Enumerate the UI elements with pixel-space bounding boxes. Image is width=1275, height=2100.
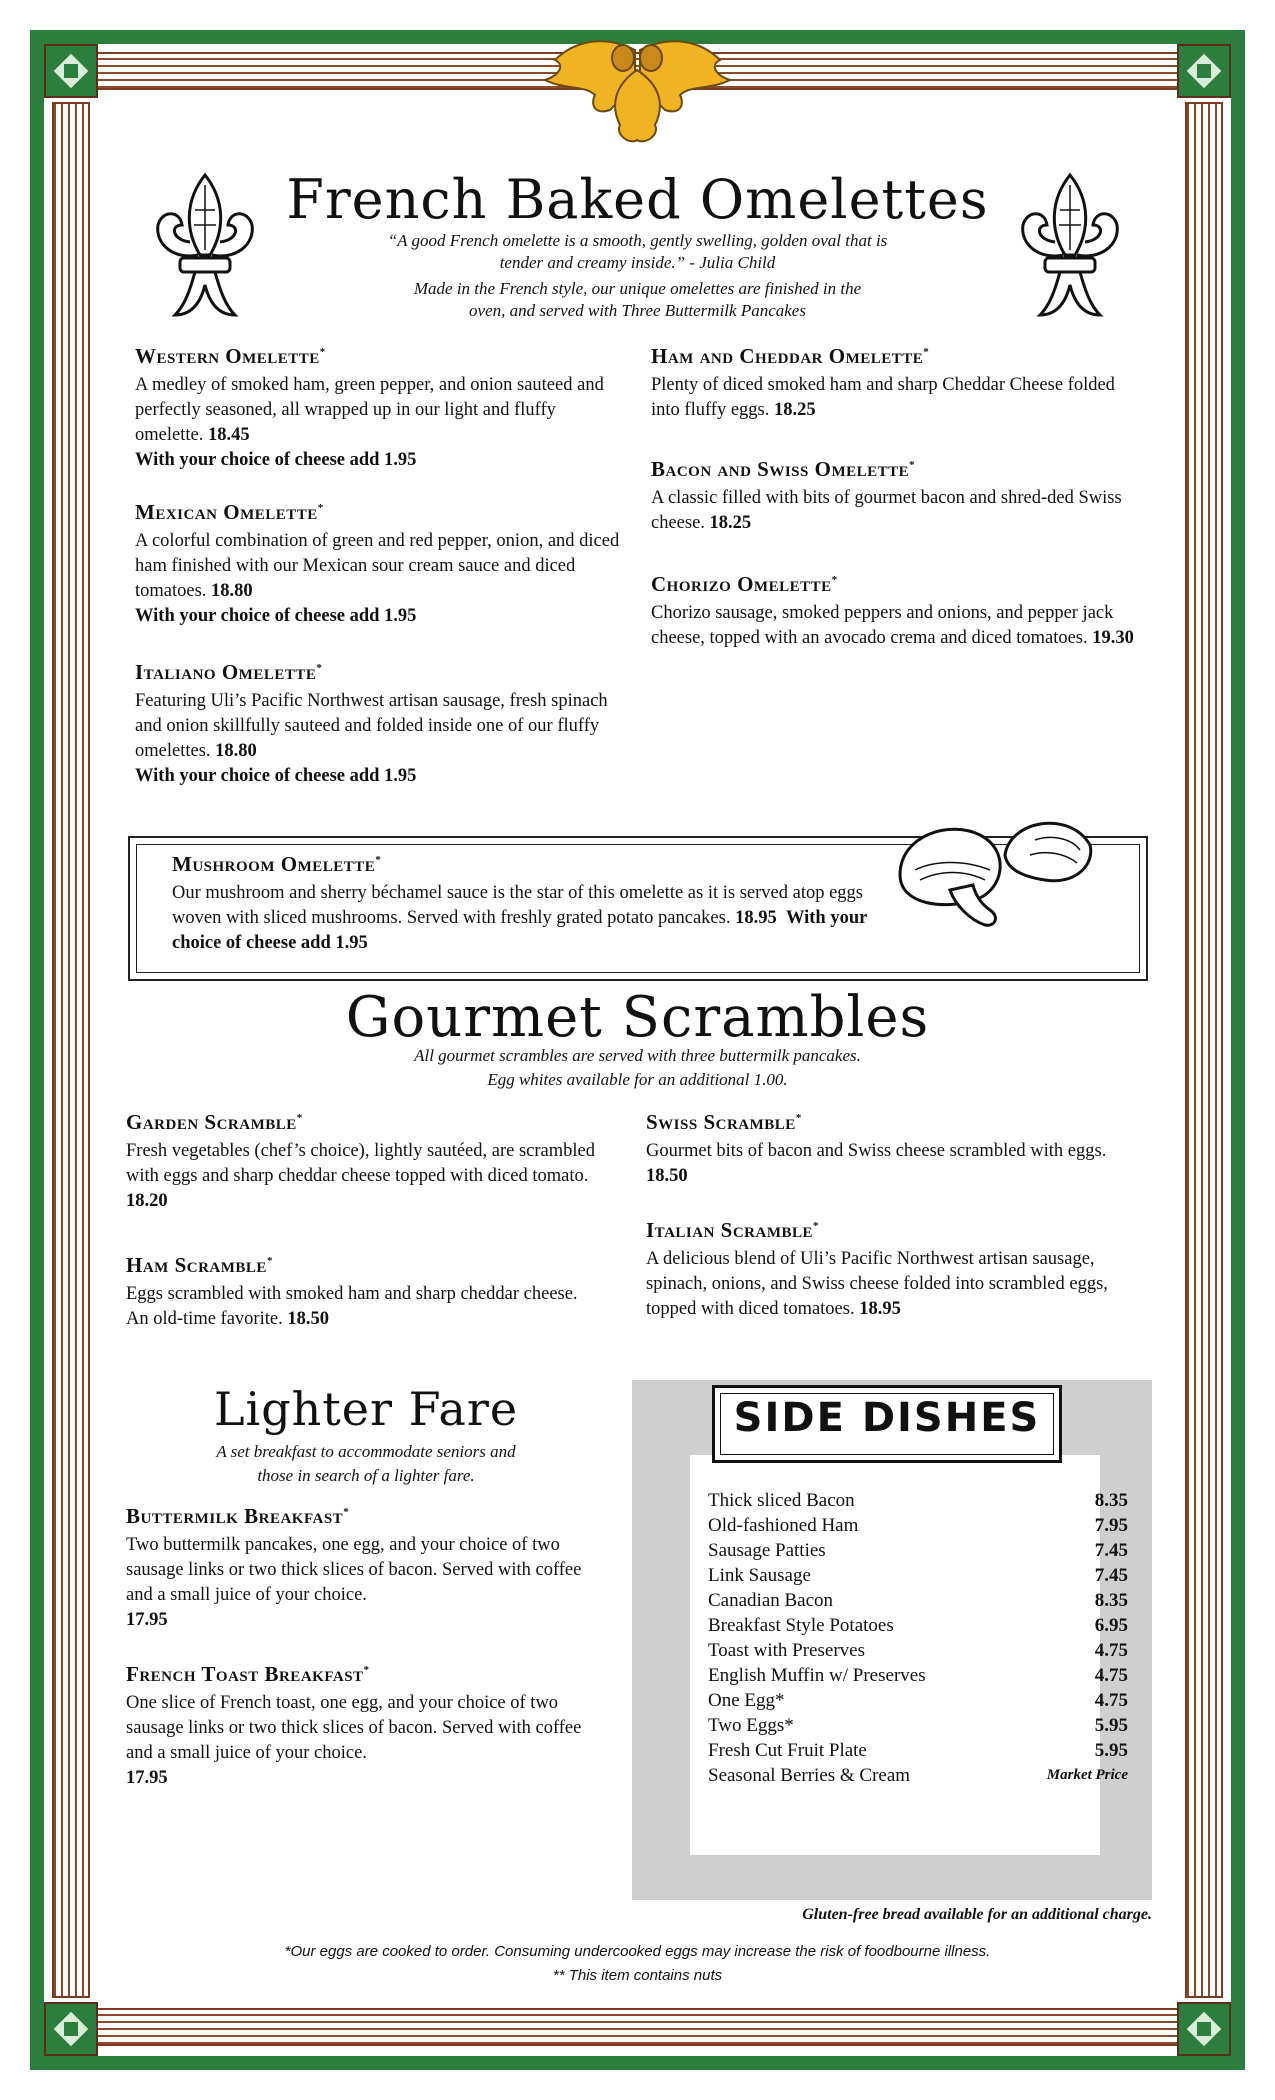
corner-ornament-bottom-left xyxy=(44,2002,98,2056)
side-dish-row xyxy=(708,1563,1128,1588)
scrambles-intro-line2: Egg whites available for an additional 1.00. xyxy=(487,1070,788,1089)
side-dish-name: One Egg* xyxy=(708,1690,785,1711)
item-name: Ham Scramble xyxy=(126,1253,267,1277)
menu-item-italian-scramble xyxy=(646,1218,1146,1322)
asterisk-marker: * xyxy=(923,346,930,358)
item-description: Gourmet bits of bacon and Swiss cheese scrambled with eggs. xyxy=(646,1141,1107,1161)
asterisk-marker: * xyxy=(813,1220,820,1232)
item-price: 18.45 xyxy=(207,425,250,445)
item-description: A delicious blend of Uli’s Pacific Northwest artisan sausage, spinach, onions, and Swiss cheese folded into scrambled eggs, topped with diced tomatoes. xyxy=(646,1249,1108,1319)
side-dish-name: Link Sausage xyxy=(708,1565,811,1586)
item-price: 18.50 xyxy=(646,1166,688,1186)
item-description: Eggs scrambled with smoked ham and sharp cheddar cheese. An old-time favorite. xyxy=(126,1284,578,1329)
omelettes-intro: Made in the French style, our unique omelettes are finished in the oven, and served with Three Buttermilk Pancakes xyxy=(413,279,862,320)
asterisk-marker: * xyxy=(909,459,916,471)
item-description: A classic filled with bits of gourmet bacon and shred-ded Swiss cheese. xyxy=(651,488,1122,533)
side-dish-name: Toast with Preserves xyxy=(708,1640,865,1661)
fleur-de-lis-icon xyxy=(150,170,260,330)
asterisk-marker: * xyxy=(831,574,838,586)
side-dish-row xyxy=(708,1713,1128,1738)
omelettes-quote: “A good French omelette is a smooth, gently swelling, golden oval that is tender and creamy inside.” - Julia Child xyxy=(387,231,888,272)
lighter-intro-line1: A set breakfast to accommodate seniors and xyxy=(216,1442,516,1461)
mushroom-icon xyxy=(895,805,1095,935)
side-dish-name: Sausage Patties xyxy=(708,1540,826,1561)
asterisk-marker: * xyxy=(266,1255,273,1267)
side-dish-row xyxy=(708,1688,1128,1713)
item-name: Italiano Omelette xyxy=(135,660,317,684)
item-description: A colorful combination of green and red pepper, onion, and diced ham finished with our Mexican sour cream sauce and diced tomatoes. xyxy=(135,531,620,601)
corner-ornament-top-right xyxy=(1177,44,1231,98)
item-price: 18.50 xyxy=(287,1309,329,1329)
item-name: Mushroom Omelette xyxy=(172,852,376,876)
menu-item-french-toast-breakfast xyxy=(126,1662,606,1791)
corner-ornament-bottom-right xyxy=(1177,2002,1231,2056)
menu-item-mushroom-omelette xyxy=(172,852,892,956)
menu-item-chorizo-omelette xyxy=(651,572,1146,651)
item-option: With your choice of cheese add 1.95 xyxy=(135,450,417,470)
menu-item-garden-scramble xyxy=(126,1110,616,1214)
asterisk-marker: * xyxy=(363,1664,370,1676)
scrambles-intro-line1: All gourmet scrambles are served with three buttermilk pancakes. xyxy=(414,1046,861,1065)
item-price: 17.95 xyxy=(126,1610,168,1630)
menu-item-western-omelette xyxy=(135,344,625,473)
asterisk-marker: * xyxy=(319,346,326,358)
item-option: With your choice of cheese add 1.95 xyxy=(135,766,417,786)
footer-warning: *Our eggs are cooked to order. Consuming undercooked eggs may increase the risk of foodbourne illness. xyxy=(284,1943,991,1960)
menu-item-ham-cheddar-omelette xyxy=(651,344,1146,423)
side-dish-price: 8.35 xyxy=(1094,1590,1128,1611)
border-strip-bottom xyxy=(84,2008,1191,2046)
footer-nuts-note: ** This item contains nuts xyxy=(552,1967,723,1984)
menu-item-swiss-scramble xyxy=(646,1110,1146,1189)
side-dish-price: 8.35 xyxy=(1094,1490,1128,1511)
item-name: French Toast Breakfast xyxy=(126,1662,364,1686)
side-dish-name: Canadian Bacon xyxy=(708,1590,834,1611)
side-dish-price: 4.75 xyxy=(1094,1640,1128,1661)
side-dish-row xyxy=(708,1738,1128,1763)
item-price: 18.25 xyxy=(709,513,752,533)
item-description: Plenty of diced smoked ham and sharp Cheddar Cheese folded into fluffy eggs. xyxy=(651,375,1115,420)
menu-item-buttermilk-breakfast xyxy=(126,1504,606,1633)
item-price: 18.95 xyxy=(859,1299,901,1319)
asterisk-marker: * xyxy=(795,1112,802,1124)
item-name: Italian Scramble xyxy=(646,1218,814,1242)
item-description: Two buttermilk pancakes, one egg, and your choice of two sausage links or two thick slices of bacon. Served with coffee and a small juice of your choice. xyxy=(126,1535,582,1605)
side-dish-row xyxy=(708,1638,1128,1663)
item-name: Western Omelette xyxy=(135,344,320,368)
side-dish-name: Fresh Cut Fruit Plate xyxy=(708,1740,867,1761)
item-name: Garden Scramble xyxy=(126,1110,297,1134)
item-price: 18.95 xyxy=(735,908,777,928)
side-dish-row xyxy=(708,1513,1128,1538)
item-price: 19.30 xyxy=(1092,628,1134,648)
asterisk-marker: * xyxy=(317,502,324,514)
fleur-de-lis-icon xyxy=(1015,170,1125,330)
item-name: Ham and Cheddar Omelette xyxy=(651,344,924,368)
menu-item-mexican-omelette xyxy=(135,500,625,629)
side-dish-name: English Muffin w/ Preserves xyxy=(708,1665,926,1686)
side-dish-row xyxy=(708,1763,1128,1788)
side-dish-row xyxy=(708,1663,1128,1688)
side-dish-price: 4.75 xyxy=(1094,1690,1128,1711)
menu-item-ham-scramble xyxy=(126,1253,581,1332)
lighter-intro-line2: those in search of a lighter fare. xyxy=(257,1466,475,1485)
side-dish-price: 7.95 xyxy=(1094,1515,1128,1536)
oak-leaves-acorn-icon xyxy=(535,30,740,150)
side-dishes-title: SIDE DISHES xyxy=(733,1395,1041,1441)
item-name: Mexican Omelette xyxy=(135,500,318,524)
border-strip-left xyxy=(52,102,90,1998)
item-price: 18.25 xyxy=(773,400,816,420)
side-dish-price: 5.95 xyxy=(1094,1715,1128,1736)
item-description: Fresh vegetables (chef’s choice), lightly sautéed, are scrambled with eggs and sharp cheddar cheese topped with diced tomato. xyxy=(126,1141,595,1186)
section-title-lighter-fare: Lighter Fare xyxy=(213,1382,519,1436)
item-price: 17.95 xyxy=(126,1768,168,1788)
item-description: Our mushroom and sherry béchamel sauce is the star of this omelette as it is served atop eggs woven with sliced mushrooms. Served with freshly grated potato pancakes. xyxy=(172,883,863,928)
item-option: With your choice of cheese add 1.95 xyxy=(172,908,868,953)
item-price: 18.80 xyxy=(211,581,253,601)
side-dish-name: Two Eggs* xyxy=(708,1715,794,1736)
menu-item-bacon-swiss-omelette xyxy=(651,457,1146,536)
asterisk-marker: * xyxy=(296,1112,303,1124)
item-description: Featuring Uli’s Pacific Northwest artisan sausage, fresh spinach and onion skillfully sauteed and folded inside one of our fluffy omelettes. xyxy=(135,691,608,761)
section-title-omelettes: French Baked Omelettes xyxy=(286,168,989,231)
asterisk-marker: * xyxy=(343,1506,350,1518)
side-dish-price: 4.75 xyxy=(1094,1665,1128,1686)
gluten-free-note: Gluten-free bread available for an additional charge. xyxy=(802,1906,1152,1923)
side-dish-name: Seasonal Berries & Cream xyxy=(708,1765,911,1786)
item-description: Chorizo sausage, smoked peppers and onions, and pepper jack cheese, topped with an avocado crema and diced tomatoes. xyxy=(651,603,1114,648)
side-dish-name: Old-fashioned Ham xyxy=(708,1515,859,1536)
side-dish-price: 7.45 xyxy=(1094,1540,1128,1561)
side-dish-row xyxy=(708,1488,1128,1513)
border-strip-right xyxy=(1185,102,1223,1998)
side-dish-name: Breakfast Style Potatoes xyxy=(708,1615,894,1636)
side-dish-row xyxy=(708,1538,1128,1563)
item-name: Swiss Scramble xyxy=(646,1110,796,1134)
asterisk-marker: * xyxy=(375,854,382,866)
side-dish-row xyxy=(708,1588,1128,1613)
menu-item-italiano-omelette xyxy=(135,660,635,789)
item-description: A medley of smoked ham, green pepper, and onion sauteed and perfectly seasoned, all wrapped up in our light and fluffy omelette. xyxy=(135,375,604,445)
side-dish-price: 5.95 xyxy=(1094,1740,1128,1761)
section-title-scrambles: Gourmet Scrambles xyxy=(345,985,930,1050)
item-option: With your choice of cheese add 1.95 xyxy=(135,606,417,626)
item-price: 18.80 xyxy=(215,741,257,761)
item-name: Buttermilk Breakfast xyxy=(126,1504,344,1528)
side-dish-price: 6.95 xyxy=(1094,1615,1128,1636)
asterisk-marker: * xyxy=(316,662,323,674)
item-price: 18.20 xyxy=(126,1191,168,1211)
side-dish-name: Thick sliced Bacon xyxy=(708,1490,855,1511)
side-dish-row xyxy=(708,1613,1128,1638)
side-dishes-list xyxy=(708,1488,1128,1788)
corner-ornament-top-left xyxy=(44,44,98,98)
side-dish-price: 7.45 xyxy=(1094,1565,1128,1586)
side-dish-price: Market Price xyxy=(1046,1767,1128,1783)
item-name: Bacon and Swiss Omelette xyxy=(651,457,910,481)
item-name: Chorizo Omelette xyxy=(651,572,832,596)
item-description: One slice of French toast, one egg, and your choice of two sausage links or two thick slices of bacon. Served with coffee and a small juice of your choice. xyxy=(126,1693,582,1763)
